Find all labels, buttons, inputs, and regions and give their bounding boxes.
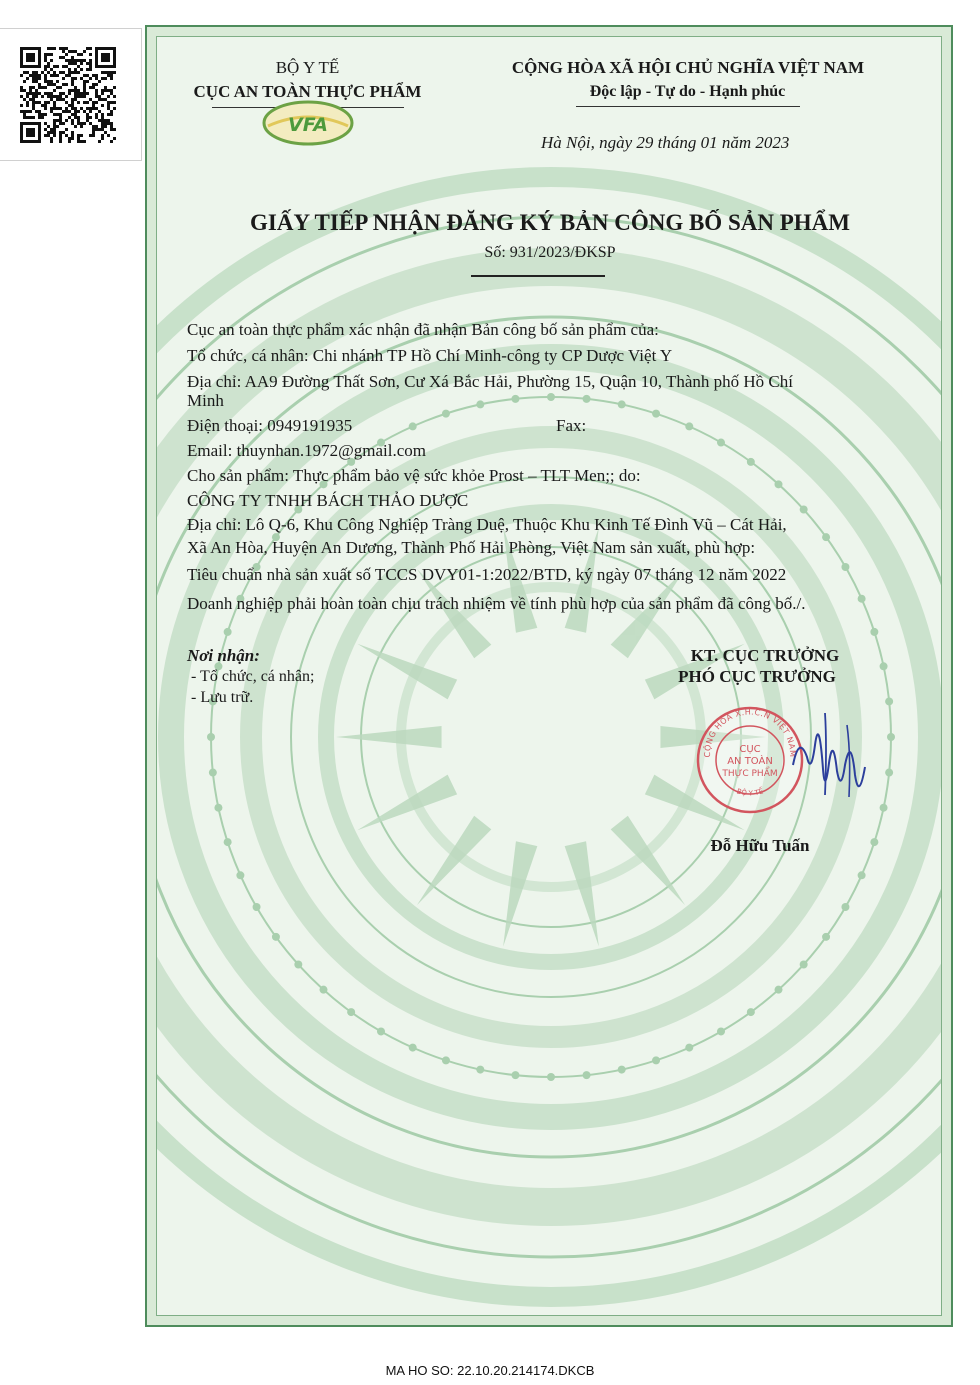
drum-dot — [841, 563, 849, 571]
product-line: Cho sản phẩm: Thực phẩm bảo vệ sức khỏe Prost – TLT Men;; do: — [187, 466, 641, 485]
drum-dot — [547, 393, 555, 401]
drum-dot — [618, 400, 626, 408]
drum-dot — [409, 1044, 417, 1052]
drum-dot — [319, 986, 327, 994]
drum-dot — [442, 410, 450, 418]
address-line-1: Địa chỉ: AA9 Đường Thất Sơn, Cư Xá Bắc Hải, Phường 15, Quận 10, Thành phố Hồ Chí — [187, 372, 793, 391]
qr-code — [20, 47, 116, 143]
phone-line: Điện thoại: 0949191935 — [187, 416, 353, 435]
drum-dot — [800, 505, 808, 513]
issue-date: Hà Nội, ngày 29 tháng 01 năm 2023 — [541, 133, 790, 152]
document-title: GIẤY TIẾP NHẬN ĐĂNG KÝ BẢN CÔNG BỐ SẢN PHẨM — [250, 210, 850, 235]
svg-text:BỘ Y TẾ: BỘ Y TẾ — [735, 787, 765, 798]
handwritten-signature — [785, 705, 875, 805]
svg-text:VFA: VFA — [288, 114, 328, 136]
drum-dot — [583, 395, 591, 403]
svg-text:CỘNG HÒA X.H.C.N VIỆT NAM: CỘNG HÒA X.H.C.N VIỆT NAM — [702, 707, 798, 758]
drum-dot — [224, 838, 232, 846]
drum-dot — [887, 733, 895, 741]
drum-dot — [885, 769, 893, 777]
drum-dot — [236, 871, 244, 879]
fax-line: Fax: — [556, 416, 587, 435]
drum-dot — [858, 871, 866, 879]
drum-dot — [294, 961, 302, 969]
drum-ray — [565, 841, 599, 946]
drum-dot — [775, 480, 783, 488]
agency-name: CỤC AN TOÀN THỰC PHẨM — [193, 82, 422, 101]
drum-dot — [214, 804, 222, 812]
drum-dot — [747, 458, 755, 466]
drum-dot — [652, 1056, 660, 1064]
drum-dot — [583, 1071, 591, 1079]
drum-dot — [377, 1027, 385, 1035]
drum-dot — [880, 804, 888, 812]
drum-dot — [822, 933, 830, 941]
manufacturer-address-2: Xã An Hòa, Huyện An Dương, Thành Phố Hải Phòng, Việt Nam sản xuất, phù hợp: — [187, 538, 756, 557]
drum-dot — [685, 1044, 693, 1052]
drum-dot — [652, 410, 660, 418]
manufacturer-line: CÔNG TY TNHH BÁCH THẢO DƯỢC — [187, 491, 469, 510]
recipients-heading: Nơi nhận: — [187, 646, 260, 665]
country-name: CỘNG HÒA XÃ HỘI CHỦ NGHĨA VIỆT NAM — [511, 58, 865, 77]
drum-dot — [476, 1066, 484, 1074]
drum-dot — [209, 769, 217, 777]
drum-dot — [272, 933, 280, 941]
drum-dot — [511, 395, 519, 403]
qr-code-box — [0, 28, 142, 161]
signer-role-2: PHÓ CỤC TRƯỞNG — [678, 667, 836, 686]
intro-line: Cục an toàn thực phẩm xác nhận đã nhận Bản công bố sản phẩm của: — [187, 320, 659, 339]
drum-dot — [800, 961, 808, 969]
drum-dot — [747, 1008, 755, 1016]
drum-dot — [685, 422, 693, 430]
drum-dot — [618, 1066, 626, 1074]
national-motto: Độc lập - Tự do - Hạnh phúc — [589, 83, 786, 100]
vfa-logo — [262, 100, 354, 146]
dossier-code: MA HO SO: 22.10.20.214174.DKCB — [385, 1363, 595, 1378]
header-right-rule — [576, 106, 800, 107]
drum-dot — [207, 733, 215, 741]
responsibility-line: Doanh nghiệp phải hoàn toàn chịu trách nhiệm về tính phù hợp của sản phẩm đã công bố./. — [187, 594, 806, 613]
registration-number: Số: 931/2023/ĐKSP — [484, 244, 616, 261]
drum-dot — [224, 628, 232, 636]
address-line-2: Minh — [187, 391, 224, 410]
signer-role-1: KT. CỤC TRƯỞNG — [690, 646, 840, 665]
drum-dot — [347, 1008, 355, 1016]
drum-dot — [841, 903, 849, 911]
drum-dot — [409, 422, 417, 430]
email-line: Email: thuynhan.1972@gmail.com — [187, 441, 426, 460]
drum-dot — [870, 838, 878, 846]
drum-dot — [822, 533, 830, 541]
signer-name: Đỗ Hữu Tuấn — [710, 836, 810, 855]
drum-dot — [870, 628, 878, 636]
drum-dot — [885, 697, 893, 705]
recipient-item: - Tổ chức, cá nhân; — [191, 668, 315, 685]
manufacturer-address-1: Địa chỉ: Lô Q-6, Khu Công Nghiệp Tràng Duệ, Thuộc Khu Kinh Tế Đình Vũ – Cát Hải, — [187, 515, 787, 534]
organization-line: Tổ chức, cá nhân: Chi nhánh TP Hồ Chí Minh-công ty CP Dược Việt Y — [187, 346, 673, 365]
drum-ray — [336, 726, 442, 748]
svg-text:AN TOÀN: AN TOÀN — [727, 756, 773, 767]
drum-dot — [476, 400, 484, 408]
title-rule — [471, 275, 605, 277]
drum-dot — [717, 439, 725, 447]
drum-dot — [717, 1027, 725, 1035]
standard-line: Tiêu chuẩn nhà sản xuất số TCCS DVY01-1:2022/BTD, ký ngày 07 tháng 12 năm 2022 — [187, 565, 787, 584]
recipient-item: - Lưu trữ. — [191, 689, 254, 706]
drum-ray — [503, 841, 537, 946]
drum-dot — [547, 1073, 555, 1081]
ministry-name: BỘ Y TẾ — [275, 58, 340, 77]
drum-dot — [775, 986, 783, 994]
drum-dot — [511, 1071, 519, 1079]
drum-dot — [858, 595, 866, 603]
drum-dot — [253, 903, 261, 911]
drum-dot — [442, 1056, 450, 1064]
svg-text:THỰC PHẨM: THỰC PHẨM — [722, 769, 778, 779]
svg-text:CỤC: CỤC — [739, 744, 761, 755]
